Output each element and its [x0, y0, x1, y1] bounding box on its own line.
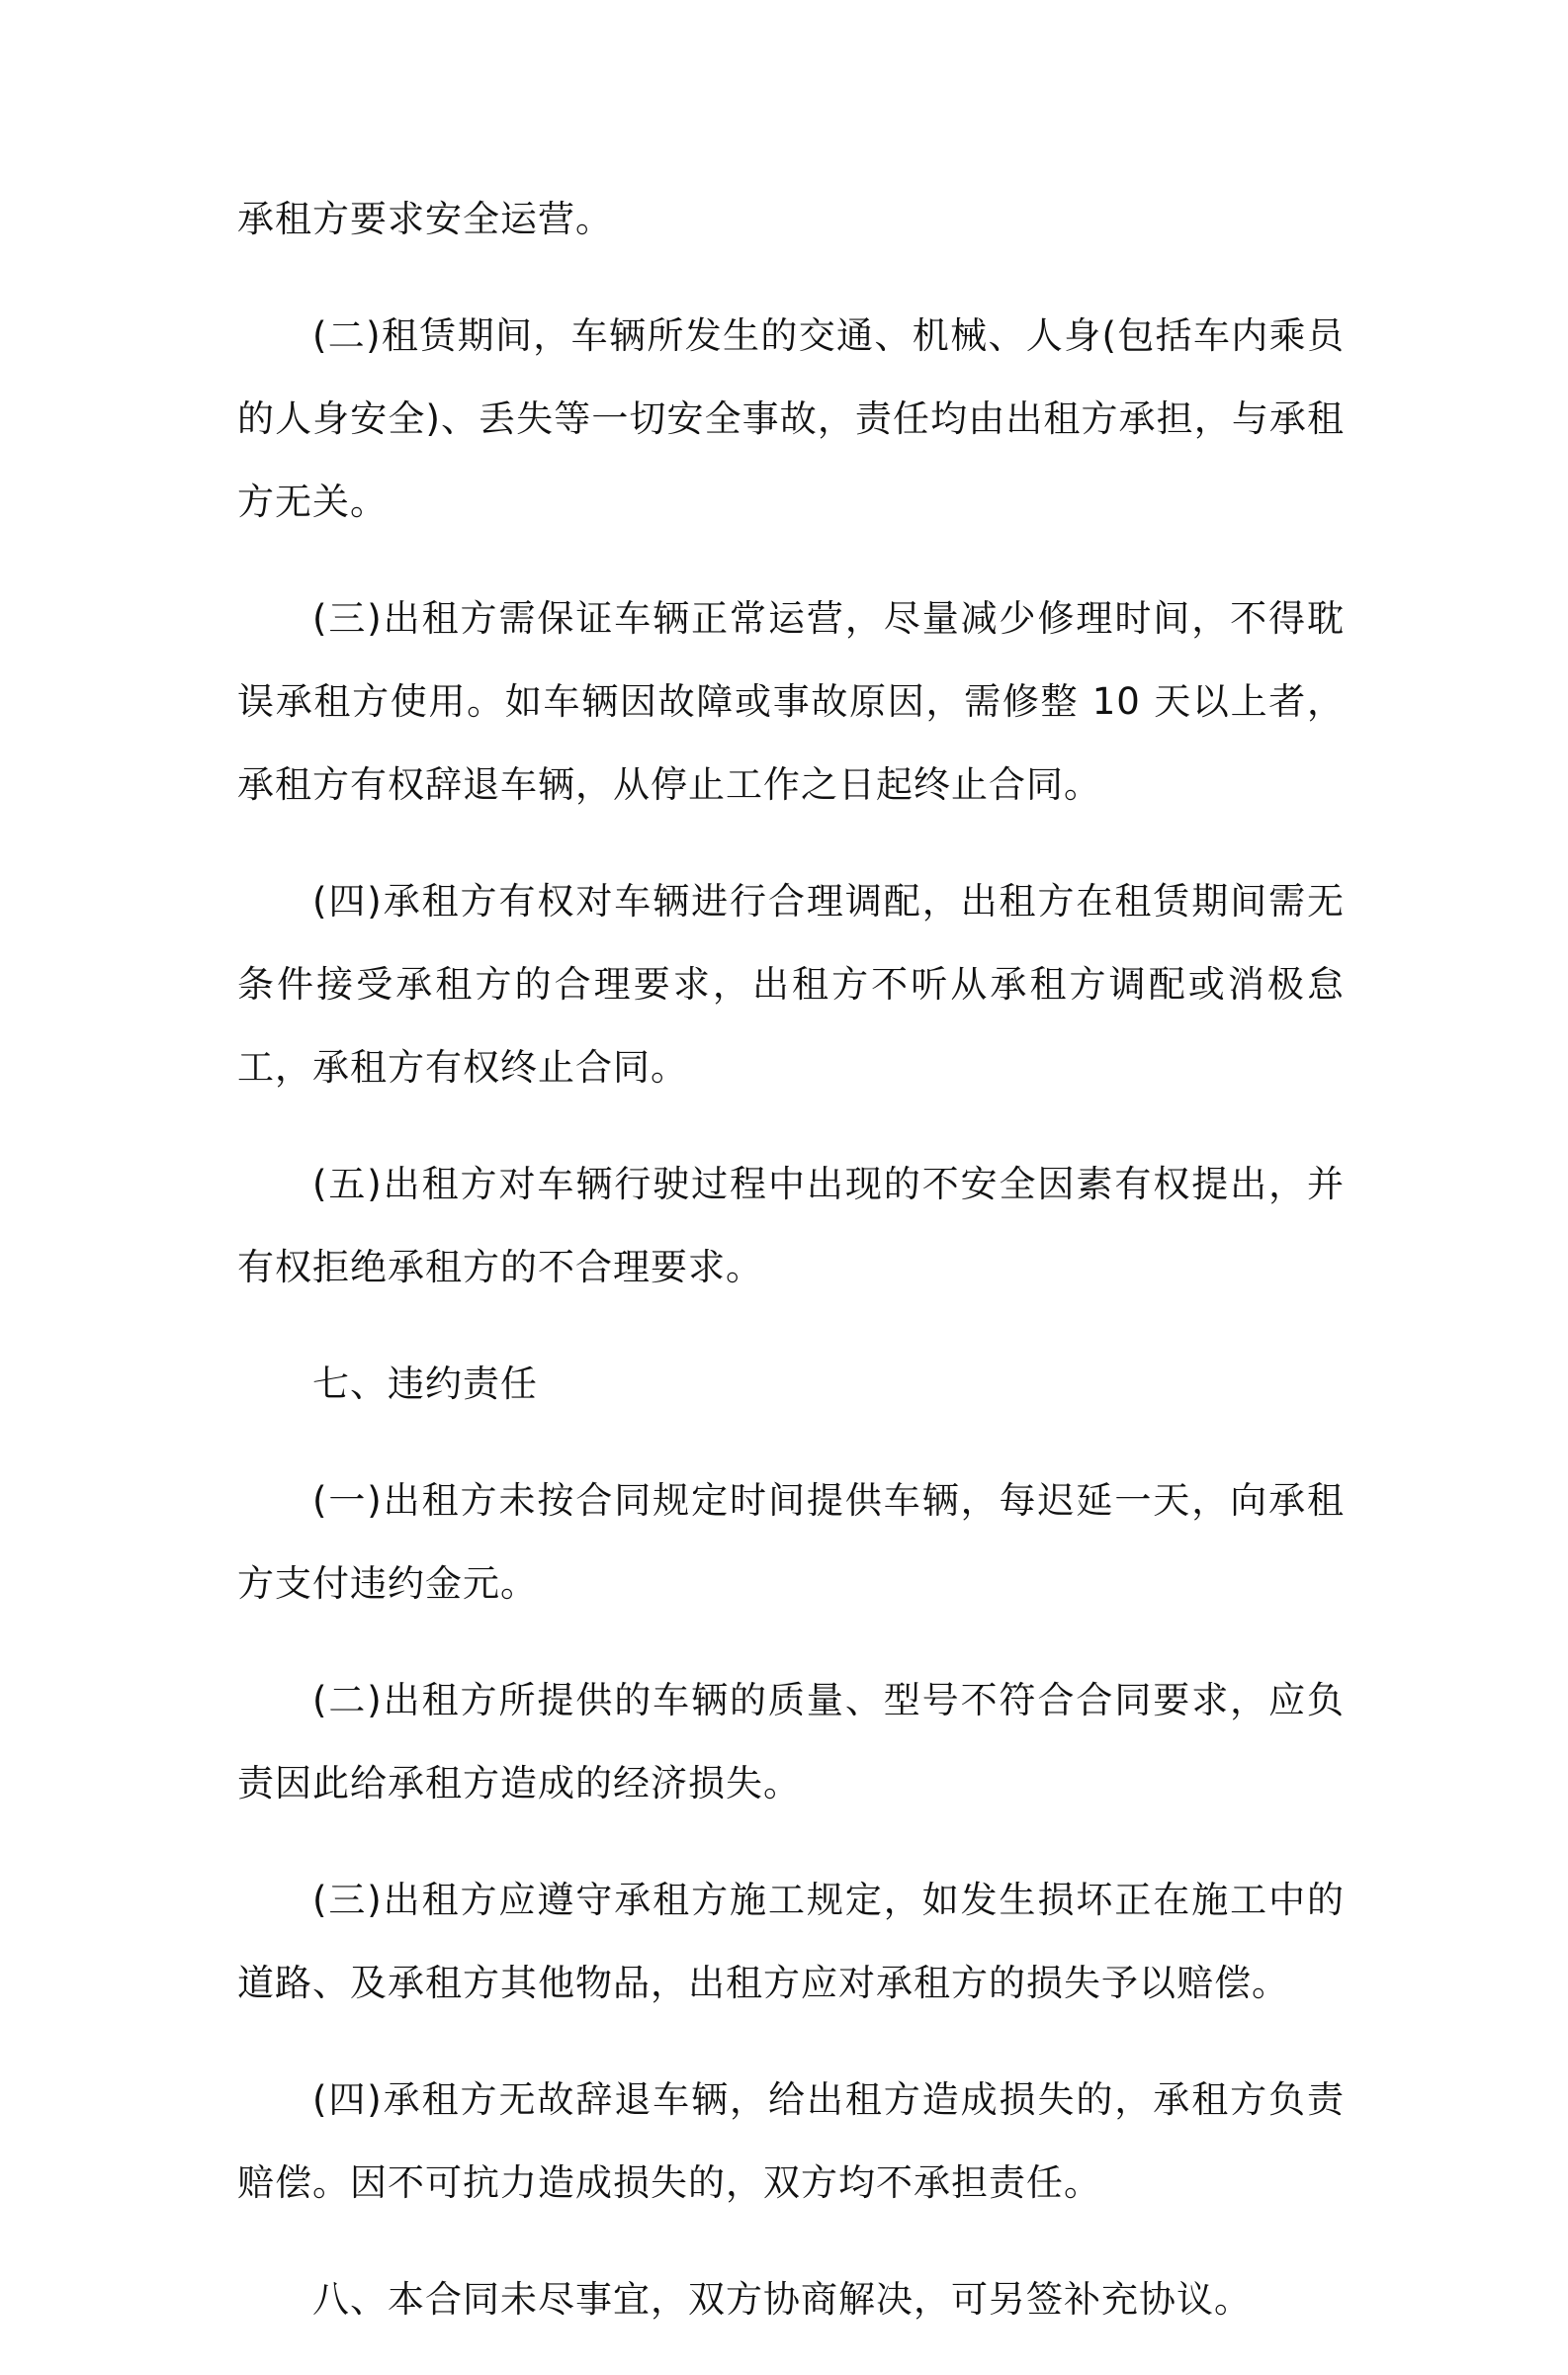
paragraph-clause-6-5: (五)出租方对车辆行驶过程中出现的不安全因素有权提出，并有权拒绝承租方的不合理要求。	[237, 1163, 1345, 1288]
paragraph-clause-6-2: (二)租赁期间，车辆所发生的交通、机械、人身(包括车内乘员的人身安全)、丢失等一切安全事故，责任均由出租方承担，与承租方无关。	[237, 314, 1345, 523]
paragraph-clause-6-3: (三)出租方需保证车辆正常运营，尽量减少修理时间，不得耽误承租方使用。如车辆因故障或事故原因，需修整 10 天以上者，承租方有权辞退车辆，从停止工作之日起终止合同。	[237, 597, 1345, 806]
document-page	[237, 178, 1345, 2375]
paragraph-clause-6-4: (四)承租方有权对车辆进行合理调配，出租方在租赁期间需无条件接受承租方的合理要求，出租方不听从承租方调配或消极怠工，承租方有权终止合同。	[237, 880, 1345, 1089]
paragraph-clause-7-1: (一)出租方未按合同规定时间提供车辆，每迟延一天，向承租方支付违约金元。	[237, 1479, 1345, 1605]
paragraph-continuation: 承租方要求安全运营。	[237, 198, 613, 240]
paragraph-clause-7-4: (四)承租方无故辞退车辆，给出租方造成损失的，承租方负责赔偿。因不可抗力造成损失的，双方均不承担责任。	[237, 2078, 1345, 2204]
paragraph-section-8: 八、本合同未尽事宜，双方协商解决，可另签补充协议。	[312, 2278, 1252, 2321]
paragraph-clause-7-3: (三)出租方应遵守承租方施工规定，如发生损坏正在施工中的道路、及承租方其他物品，出租方应对承租方的损失予以赔偿。	[237, 1879, 1345, 2004]
paragraph-clause-7-2: (二)出租方所提供的车辆的质量、型号不符合合同要求，应负责因此给承租方造成的经济损失。	[237, 1679, 1345, 1804]
section-heading-breach-liability: 七、违约责任	[312, 1363, 538, 1405]
